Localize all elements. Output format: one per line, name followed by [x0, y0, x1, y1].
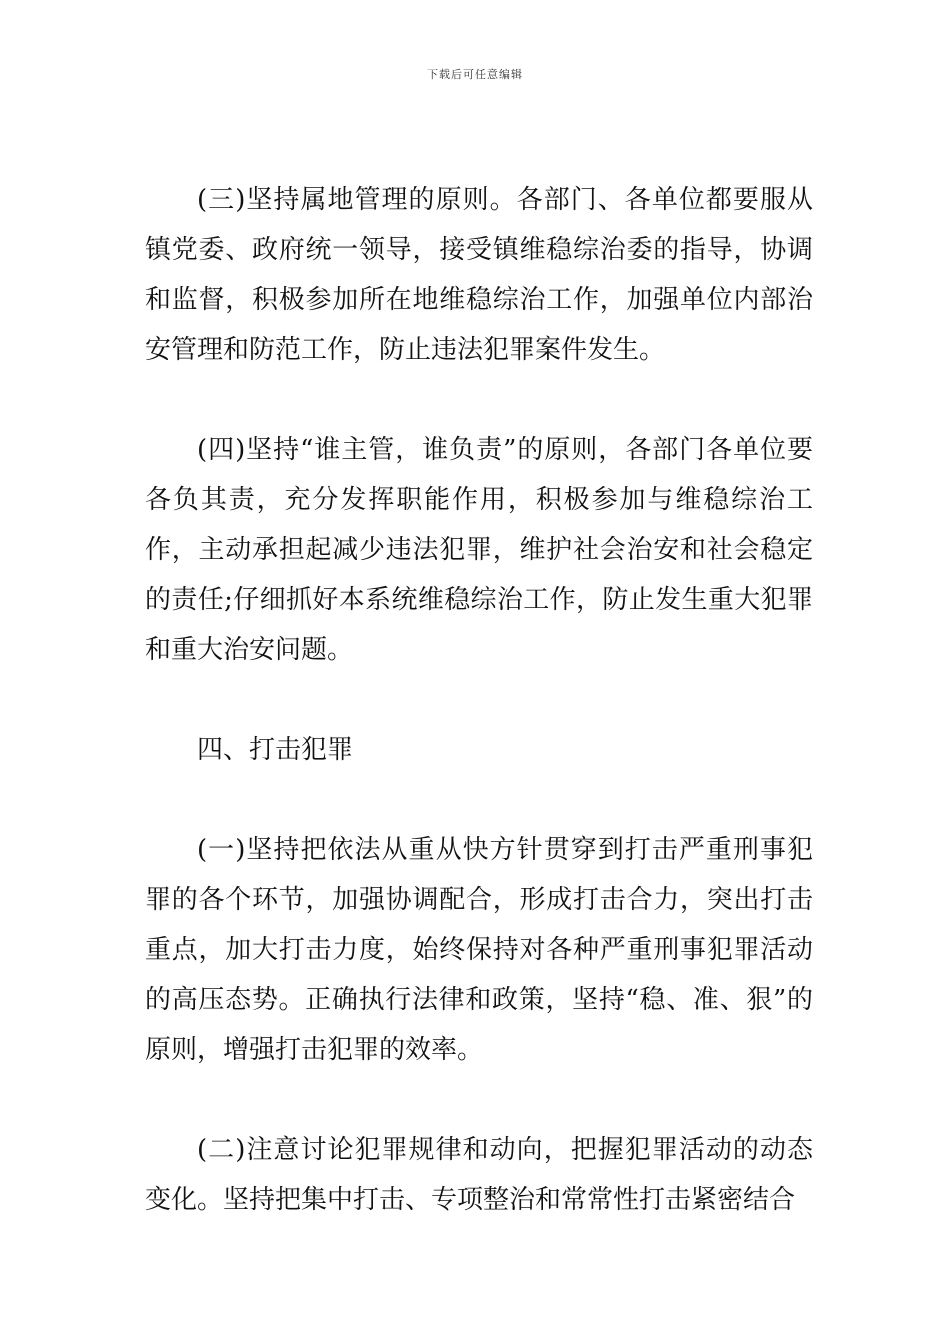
document-body: [145, 175, 813, 1225]
paragraph-spacer: [145, 675, 813, 725]
section-heading-crime-fighting: 四、打击犯罪: [197, 735, 354, 765]
paragraph-principle-3: (三)坚持属地管理的原则。各部门、各单位都要服从镇党委、政府统一领导，接受镇维稳综治委的指导，协调和监督，积极参加所在地维稳综治工作，加强单位内部治安管理和防范工作，防止违法犯罪案件发生。: [145, 185, 813, 365]
paragraph-item-2: (二)注意讨论犯罪规律和动向，把握犯罪活动的动态变化。坚持把集中打击、专项整治和常常性打击紧密结合: [145, 1135, 813, 1215]
paragraph-item-1: (一)坚持把依法从重从快方针贯穿到打击严重刑事犯罪的各个环节，加强协调配合，形成打击合力，突出打击重点，加大打击力度，始终保持对各种严重刑事犯罪活动的高压态势。正确执行法律和政策，坚持“稳、准、狠”的原则，增强打击犯罪的效率。: [145, 835, 813, 1065]
page-header: 下载后可任意编辑: [427, 68, 523, 81]
paragraph-spacer: [145, 775, 813, 825]
paragraph-spacer: [145, 1075, 813, 1125]
paragraph-principle-4: (四)坚持“谁主管，谁负责”的原则，各部门各单位要各负其责，充分发挥职能作用，积极参加与维稳综治工作，主动承担起减少违法犯罪，维护社会治安和社会稳定的责任;仔细抓好本系统维稳综治工作，防止发生重大犯罪和重大治安问题。: [145, 435, 813, 665]
paragraph-spacer: [145, 375, 813, 425]
